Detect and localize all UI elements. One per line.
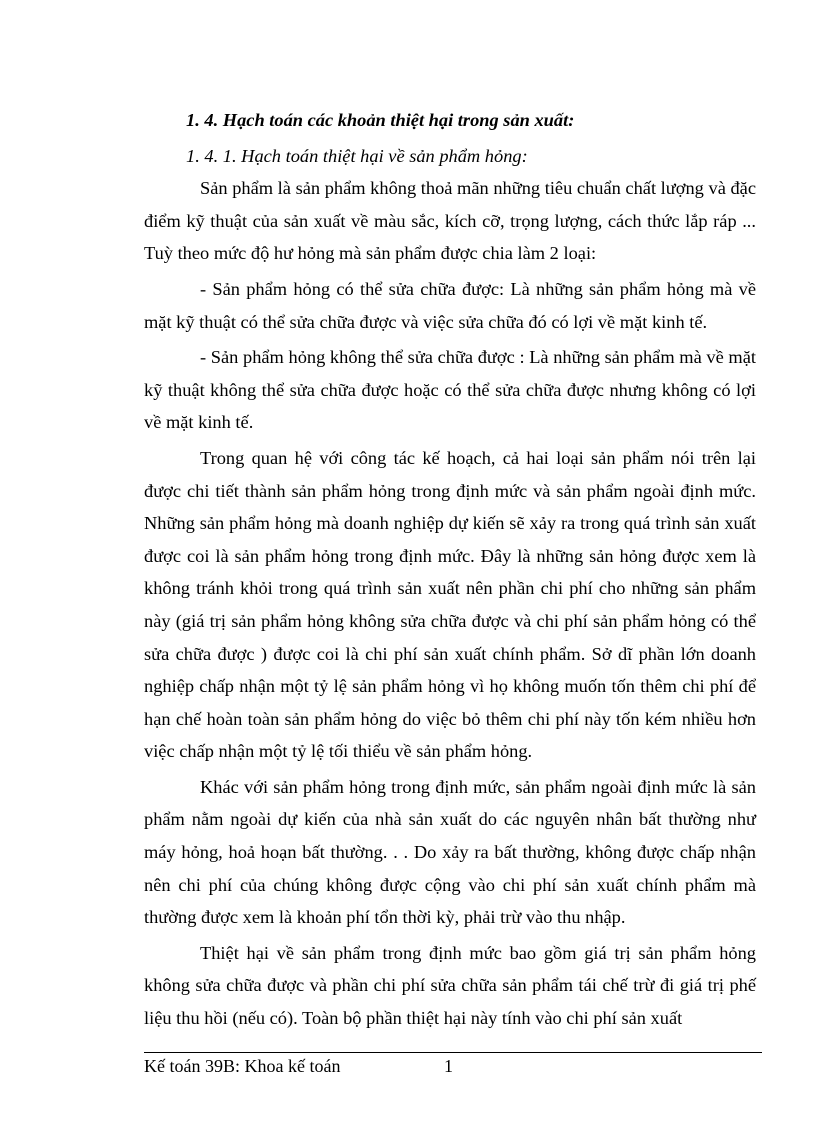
page-body (144, 104, 756, 1035)
paragraph-planning: Trong quan hệ với công tác kế hoạch, cả hai loại sản phẩm nói trên lại được chi tiết thành sản phẩm hỏng trong định mức và sản phẩm ngoài định mức. Những sản phẩm hỏng mà doanh nghiệp dự kiến sẽ xảy ra trong quá trình sản xuất được coi là sản phẩm hỏng trong định mức. Đây là những sản hỏng được xem là không tránh khỏi trong quá trình sản xuất nên phần chi phí cho những sản phẩm này (giá trị sản phẩm hỏng không sửa chữa được và chi phí sản phẩm hỏng có thể sửa chữa được ) được coi là chi phí sản xuất chính phẩm. Sở dĩ phần lớn doanh nghiệp chấp nhận một tỷ lệ sản phẩm hỏng vì họ không muốn tốn thêm chi phí để hạn chế hoàn toàn sản phẩm hỏng do việc bỏ thêm chi phí này tốn kém nhiều hơn việc chấp nhận một tỷ lệ tối thiểu về sản phẩm hỏng. (144, 447, 756, 762)
section-heading: 1. 4. Hạch toán các khoản thiệt hại trong sản xuất: (186, 110, 575, 130)
page-number: 1 (444, 1056, 453, 1076)
paragraph-repairable: - Sản phẩm hỏng có thể sửa chữa được: Là những sản phẩm hỏng mà về mặt kỹ thuật có thể sửa chữa được và việc sửa chữa đó có lợi về mặt kinh tế. (144, 278, 756, 332)
paragraph-damage-value: Thiệt hại về sản phẩm trong định mức bao gồm giá trị sản phẩm hỏng không sửa chữa được và phần chi phí sửa chữa sản phẩm tái chế trừ đi giá trị phế liệu thu hồi (nếu có). Toàn bộ phần thiệt hại này tính vào chi phí sản xuất (144, 942, 756, 1029)
footer-label: Kế toán 39B: Khoa kế toán (144, 1056, 341, 1076)
subsection-heading: 1. 4. 1. Hạch toán thiệt hại về sản phẩm hỏng: (186, 145, 528, 166)
paragraph-outside-norm: Khác với sản phẩm hỏng trong định mức, sản phẩm ngoài định mức là sản phẩm nằm ngoài dự kiến của nhà sản xuất do các nguyên nhân bất thường như máy hỏng, hoả hoạn bất thường. . . Do xảy ra bất thường, không được chấp nhận nên chi phí của chúng không được cộng vào chi phí sản xuất chính phẩm mà thường được xem là khoản phí tổn thời kỳ, phải trừ vào thu nhập. (144, 776, 756, 928)
paragraph-unrepairable: - Sản phẩm hỏng không thể sửa chữa được : Là những sản phẩm mà về mặt kỹ thuật không thể sửa chữa được hoặc có thể sửa chữa được nhưng không có lợi về mặt kinh tế. (144, 347, 756, 433)
paragraph-definition: Sản phẩm là sản phẩm không thoả mãn những tiêu chuẩn chất lượng và đặc điểm kỹ thuật của sản xuất về màu sắc, kích cỡ, trọng lượng, cách thức lắp ráp ... Tuỳ theo mức độ hư hỏng mà sản phẩm được chia làm 2 loại: (144, 178, 756, 264)
